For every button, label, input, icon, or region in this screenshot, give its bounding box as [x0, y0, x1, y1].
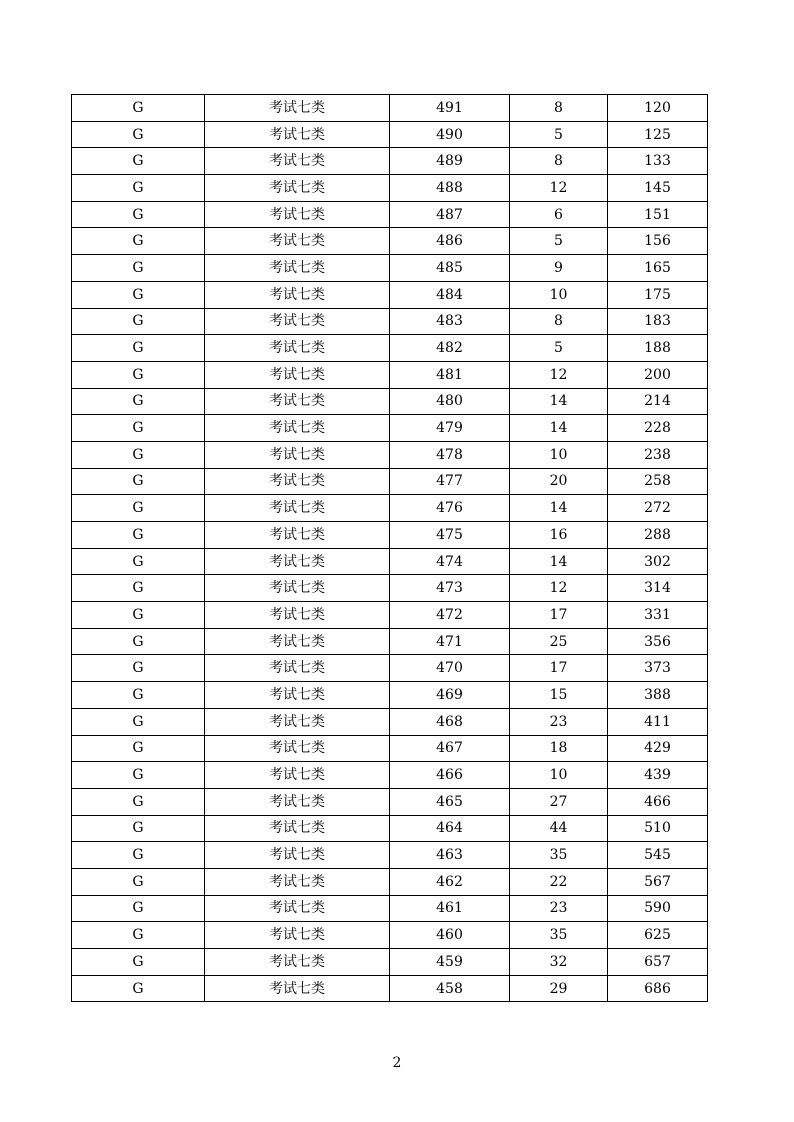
table-row [72, 201, 708, 228]
cumulative-cell: 373 [608, 655, 708, 682]
table-row [72, 735, 708, 762]
count-cell: 12 [510, 361, 608, 388]
group-cell: G [72, 975, 205, 1002]
score-cell: 478 [390, 441, 510, 468]
score-cell: 482 [390, 335, 510, 362]
group-cell: G [72, 281, 205, 308]
category-cell: 考试七类 [205, 735, 390, 762]
score-cell: 487 [390, 201, 510, 228]
cumulative-cell: 429 [608, 735, 708, 762]
cumulative-cell: 510 [608, 815, 708, 842]
category-cell: 考试七类 [205, 815, 390, 842]
table-row [72, 842, 708, 869]
table-row [72, 121, 708, 148]
score-cell: 488 [390, 175, 510, 202]
table-row [72, 975, 708, 1002]
category-cell: 考试七类 [205, 602, 390, 629]
category-cell: 考试七类 [205, 708, 390, 735]
category-cell: 考试七类 [205, 655, 390, 682]
group-cell: G [72, 548, 205, 575]
score-cell: 486 [390, 228, 510, 255]
group-cell: G [72, 308, 205, 335]
score-cell: 483 [390, 308, 510, 335]
score-cell: 491 [390, 95, 510, 122]
group-cell: G [72, 949, 205, 976]
count-cell: 17 [510, 602, 608, 629]
category-cell: 考试七类 [205, 175, 390, 202]
category-cell: 考试七类 [205, 922, 390, 949]
count-cell: 22 [510, 868, 608, 895]
count-cell: 44 [510, 815, 608, 842]
category-cell: 考试七类 [205, 495, 390, 522]
category-cell: 考试七类 [205, 975, 390, 1002]
category-cell: 考试七类 [205, 255, 390, 282]
group-cell: G [72, 922, 205, 949]
table-row [72, 441, 708, 468]
cumulative-cell: 411 [608, 708, 708, 735]
count-cell: 14 [510, 415, 608, 442]
cumulative-cell: 625 [608, 922, 708, 949]
table-row [72, 308, 708, 335]
table-row [72, 335, 708, 362]
category-cell: 考试七类 [205, 762, 390, 789]
score-cell: 458 [390, 975, 510, 1002]
cumulative-cell: 545 [608, 842, 708, 869]
category-cell: 考试七类 [205, 228, 390, 255]
cumulative-cell: 151 [608, 201, 708, 228]
category-cell: 考试七类 [205, 868, 390, 895]
table-row [72, 815, 708, 842]
table-row [72, 949, 708, 976]
score-cell: 476 [390, 495, 510, 522]
count-cell: 9 [510, 255, 608, 282]
count-cell: 14 [510, 495, 608, 522]
category-cell: 考试七类 [205, 575, 390, 602]
count-cell: 27 [510, 788, 608, 815]
group-cell: G [72, 655, 205, 682]
table-row [72, 468, 708, 495]
score-cell: 462 [390, 868, 510, 895]
cumulative-cell: 314 [608, 575, 708, 602]
score-cell: 473 [390, 575, 510, 602]
table-row [72, 708, 708, 735]
count-cell: 20 [510, 468, 608, 495]
cumulative-cell: 188 [608, 335, 708, 362]
cumulative-cell: 200 [608, 361, 708, 388]
score-cell: 459 [390, 949, 510, 976]
score-cell: 461 [390, 895, 510, 922]
table-row [72, 575, 708, 602]
table-row [72, 95, 708, 122]
score-cell: 481 [390, 361, 510, 388]
cumulative-cell: 183 [608, 308, 708, 335]
group-cell: G [72, 335, 205, 362]
group-cell: G [72, 602, 205, 629]
score-cell: 484 [390, 281, 510, 308]
count-cell: 8 [510, 308, 608, 335]
cumulative-cell: 120 [608, 95, 708, 122]
category-cell: 考试七类 [205, 95, 390, 122]
count-cell: 5 [510, 335, 608, 362]
cumulative-cell: 356 [608, 628, 708, 655]
cumulative-cell: 272 [608, 495, 708, 522]
group-cell: G [72, 228, 205, 255]
category-cell: 考试七类 [205, 682, 390, 709]
group-cell: G [72, 762, 205, 789]
group-cell: G [72, 95, 205, 122]
count-cell: 12 [510, 175, 608, 202]
cumulative-cell: 686 [608, 975, 708, 1002]
cumulative-cell: 214 [608, 388, 708, 415]
table-row [72, 415, 708, 442]
count-cell: 10 [510, 281, 608, 308]
cumulative-cell: 125 [608, 121, 708, 148]
table-row [72, 655, 708, 682]
count-cell: 29 [510, 975, 608, 1002]
table-row [72, 255, 708, 282]
group-cell: G [72, 495, 205, 522]
category-cell: 考试七类 [205, 201, 390, 228]
count-cell: 12 [510, 575, 608, 602]
table-row [72, 682, 708, 709]
category-cell: 考试七类 [205, 335, 390, 362]
cumulative-cell: 175 [608, 281, 708, 308]
group-cell: G [72, 522, 205, 549]
count-cell: 10 [510, 762, 608, 789]
count-cell: 10 [510, 441, 608, 468]
cumulative-cell: 133 [608, 148, 708, 175]
table-row [72, 522, 708, 549]
score-cell: 470 [390, 655, 510, 682]
score-cell: 485 [390, 255, 510, 282]
table-row [72, 361, 708, 388]
count-cell: 14 [510, 548, 608, 575]
category-cell: 考试七类 [205, 148, 390, 175]
table-row [72, 895, 708, 922]
count-cell: 8 [510, 95, 608, 122]
count-cell: 15 [510, 682, 608, 709]
cumulative-cell: 466 [608, 788, 708, 815]
category-cell: 考试七类 [205, 548, 390, 575]
group-cell: G [72, 415, 205, 442]
score-cell: 467 [390, 735, 510, 762]
table-row [72, 388, 708, 415]
cumulative-cell: 590 [608, 895, 708, 922]
table-row [72, 602, 708, 629]
group-cell: G [72, 175, 205, 202]
category-cell: 考试七类 [205, 949, 390, 976]
category-cell: 考试七类 [205, 281, 390, 308]
page-number: 2 [392, 1055, 402, 1071]
cumulative-cell: 228 [608, 415, 708, 442]
score-cell: 490 [390, 121, 510, 148]
count-cell: 25 [510, 628, 608, 655]
score-cell: 469 [390, 682, 510, 709]
group-cell: G [72, 361, 205, 388]
table-row [72, 281, 708, 308]
score-cell: 477 [390, 468, 510, 495]
cumulative-cell: 156 [608, 228, 708, 255]
cumulative-cell: 145 [608, 175, 708, 202]
score-cell: 463 [390, 842, 510, 869]
score-cell: 472 [390, 602, 510, 629]
count-cell: 5 [510, 228, 608, 255]
score-cell: 480 [390, 388, 510, 415]
category-cell: 考试七类 [205, 441, 390, 468]
count-cell: 6 [510, 201, 608, 228]
count-cell: 14 [510, 388, 608, 415]
cumulative-cell: 331 [608, 602, 708, 629]
table-row [72, 148, 708, 175]
score-cell: 466 [390, 762, 510, 789]
cumulative-cell: 165 [608, 255, 708, 282]
table-row [72, 228, 708, 255]
cumulative-cell: 238 [608, 441, 708, 468]
group-cell: G [72, 682, 205, 709]
count-cell: 18 [510, 735, 608, 762]
category-cell: 考试七类 [205, 842, 390, 869]
cumulative-cell: 657 [608, 949, 708, 976]
group-cell: G [72, 895, 205, 922]
score-cell: 460 [390, 922, 510, 949]
category-cell: 考试七类 [205, 415, 390, 442]
score-cell: 464 [390, 815, 510, 842]
count-cell: 8 [510, 148, 608, 175]
category-cell: 考试七类 [205, 468, 390, 495]
table-row [72, 762, 708, 789]
count-cell: 23 [510, 895, 608, 922]
table-row [72, 495, 708, 522]
count-cell: 16 [510, 522, 608, 549]
count-cell: 5 [510, 121, 608, 148]
group-cell: G [72, 441, 205, 468]
table-row [72, 868, 708, 895]
group-cell: G [72, 121, 205, 148]
category-cell: 考试七类 [205, 308, 390, 335]
category-cell: 考试七类 [205, 628, 390, 655]
score-cell: 489 [390, 148, 510, 175]
score-cell: 479 [390, 415, 510, 442]
group-cell: G [72, 788, 205, 815]
count-cell: 17 [510, 655, 608, 682]
table-row [72, 175, 708, 202]
group-cell: G [72, 388, 205, 415]
category-cell: 考试七类 [205, 895, 390, 922]
score-table [71, 94, 708, 1002]
cumulative-cell: 388 [608, 682, 708, 709]
group-cell: G [72, 468, 205, 495]
score-cell: 475 [390, 522, 510, 549]
group-cell: G [72, 255, 205, 282]
count-cell: 23 [510, 708, 608, 735]
count-cell: 35 [510, 922, 608, 949]
group-cell: G [72, 628, 205, 655]
cumulative-cell: 567 [608, 868, 708, 895]
score-cell: 465 [390, 788, 510, 815]
category-cell: 考试七类 [205, 361, 390, 388]
table-row [72, 548, 708, 575]
group-cell: G [72, 201, 205, 228]
cumulative-cell: 288 [608, 522, 708, 549]
table-row [72, 628, 708, 655]
category-cell: 考试七类 [205, 788, 390, 815]
group-cell: G [72, 735, 205, 762]
cumulative-cell: 258 [608, 468, 708, 495]
category-cell: 考试七类 [205, 522, 390, 549]
table-row [72, 788, 708, 815]
score-cell: 474 [390, 548, 510, 575]
group-cell: G [72, 868, 205, 895]
group-cell: G [72, 708, 205, 735]
category-cell: 考试七类 [205, 121, 390, 148]
group-cell: G [72, 815, 205, 842]
count-cell: 35 [510, 842, 608, 869]
score-cell: 471 [390, 628, 510, 655]
category-cell: 考试七类 [205, 388, 390, 415]
group-cell: G [72, 842, 205, 869]
group-cell: G [72, 575, 205, 602]
score-table-body [72, 95, 708, 1002]
count-cell: 32 [510, 949, 608, 976]
group-cell: G [72, 148, 205, 175]
cumulative-cell: 302 [608, 548, 708, 575]
cumulative-cell: 439 [608, 762, 708, 789]
score-cell: 468 [390, 708, 510, 735]
table-row [72, 922, 708, 949]
